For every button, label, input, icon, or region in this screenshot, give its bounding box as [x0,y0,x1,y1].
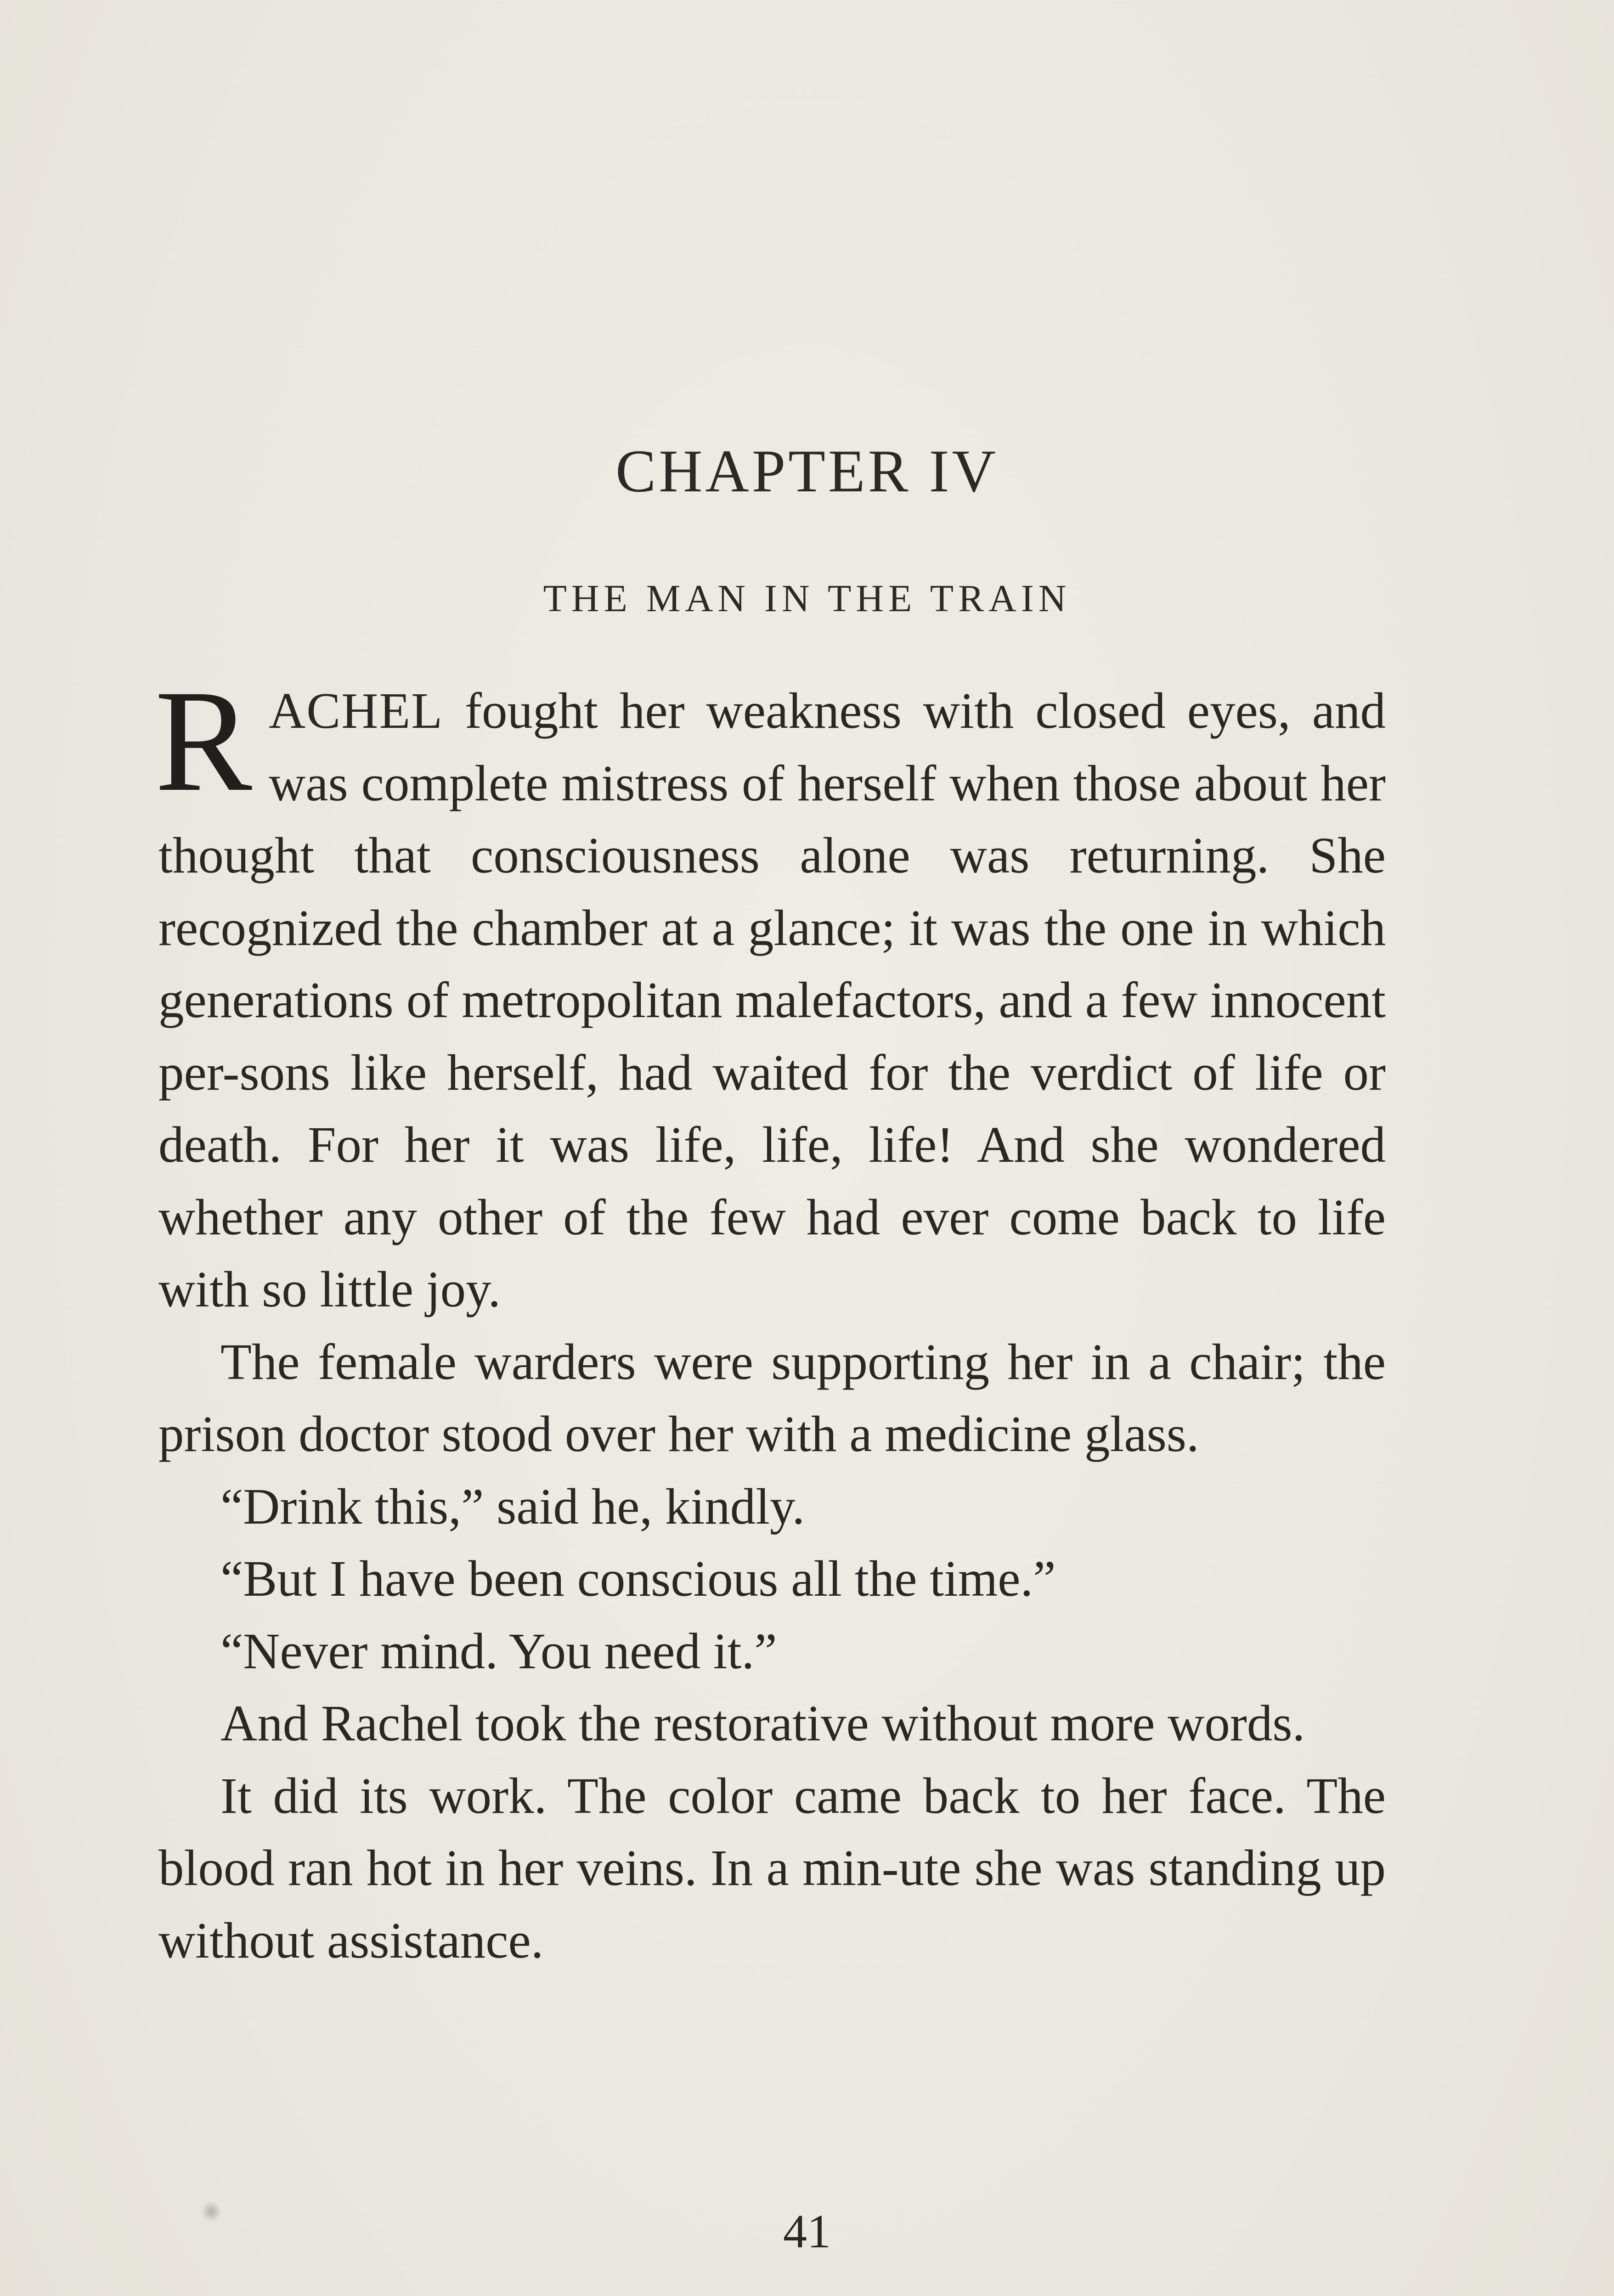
chapter-title: CHAPTER IV [615,437,999,505]
paragraph-4: “But I have been conscious all the time.” [220,1551,1056,1607]
page-number: 41 [783,2205,831,2258]
drop-cap: R [155,660,253,822]
paragraph-6: And Rachel took the restorative without more words. [220,1695,1305,1752]
paragraph-7: It did its work. The color came back to her face. The blood ran hot in her veins. In a min-ute she was standing up without assistance. [158,1767,1386,1969]
chapter-subtitle: THE MAN IN THE TRAIN [543,577,1071,620]
paragraph-lead-word: ACHEL [269,683,444,739]
paragraph-3: “Drink this,” said he, kindly. [220,1478,805,1535]
body-text [155,660,1386,1977]
paragraph-1 [155,660,1386,1326]
paragraph-text: fought her weakness with closed eyes, and was complete mistress of herself when those about her thought that consciousness alone was returning. She recognized the chamber at a glance; it was the one in which generations of metropolitan malefactors, and a few innocent per-sons like herself, had waited for the verdict of life or death. For her it was life, life, life! And she wondered whether any other of the few had ever come back to life with so little joy. [158,683,1386,1318]
paragraph-5: “Never mind. You need it.” [220,1623,777,1680]
paragraph-2: The female warders were supporting her in a chair; the prison doctor stood over her with a medicine glass. [158,1334,1386,1463]
